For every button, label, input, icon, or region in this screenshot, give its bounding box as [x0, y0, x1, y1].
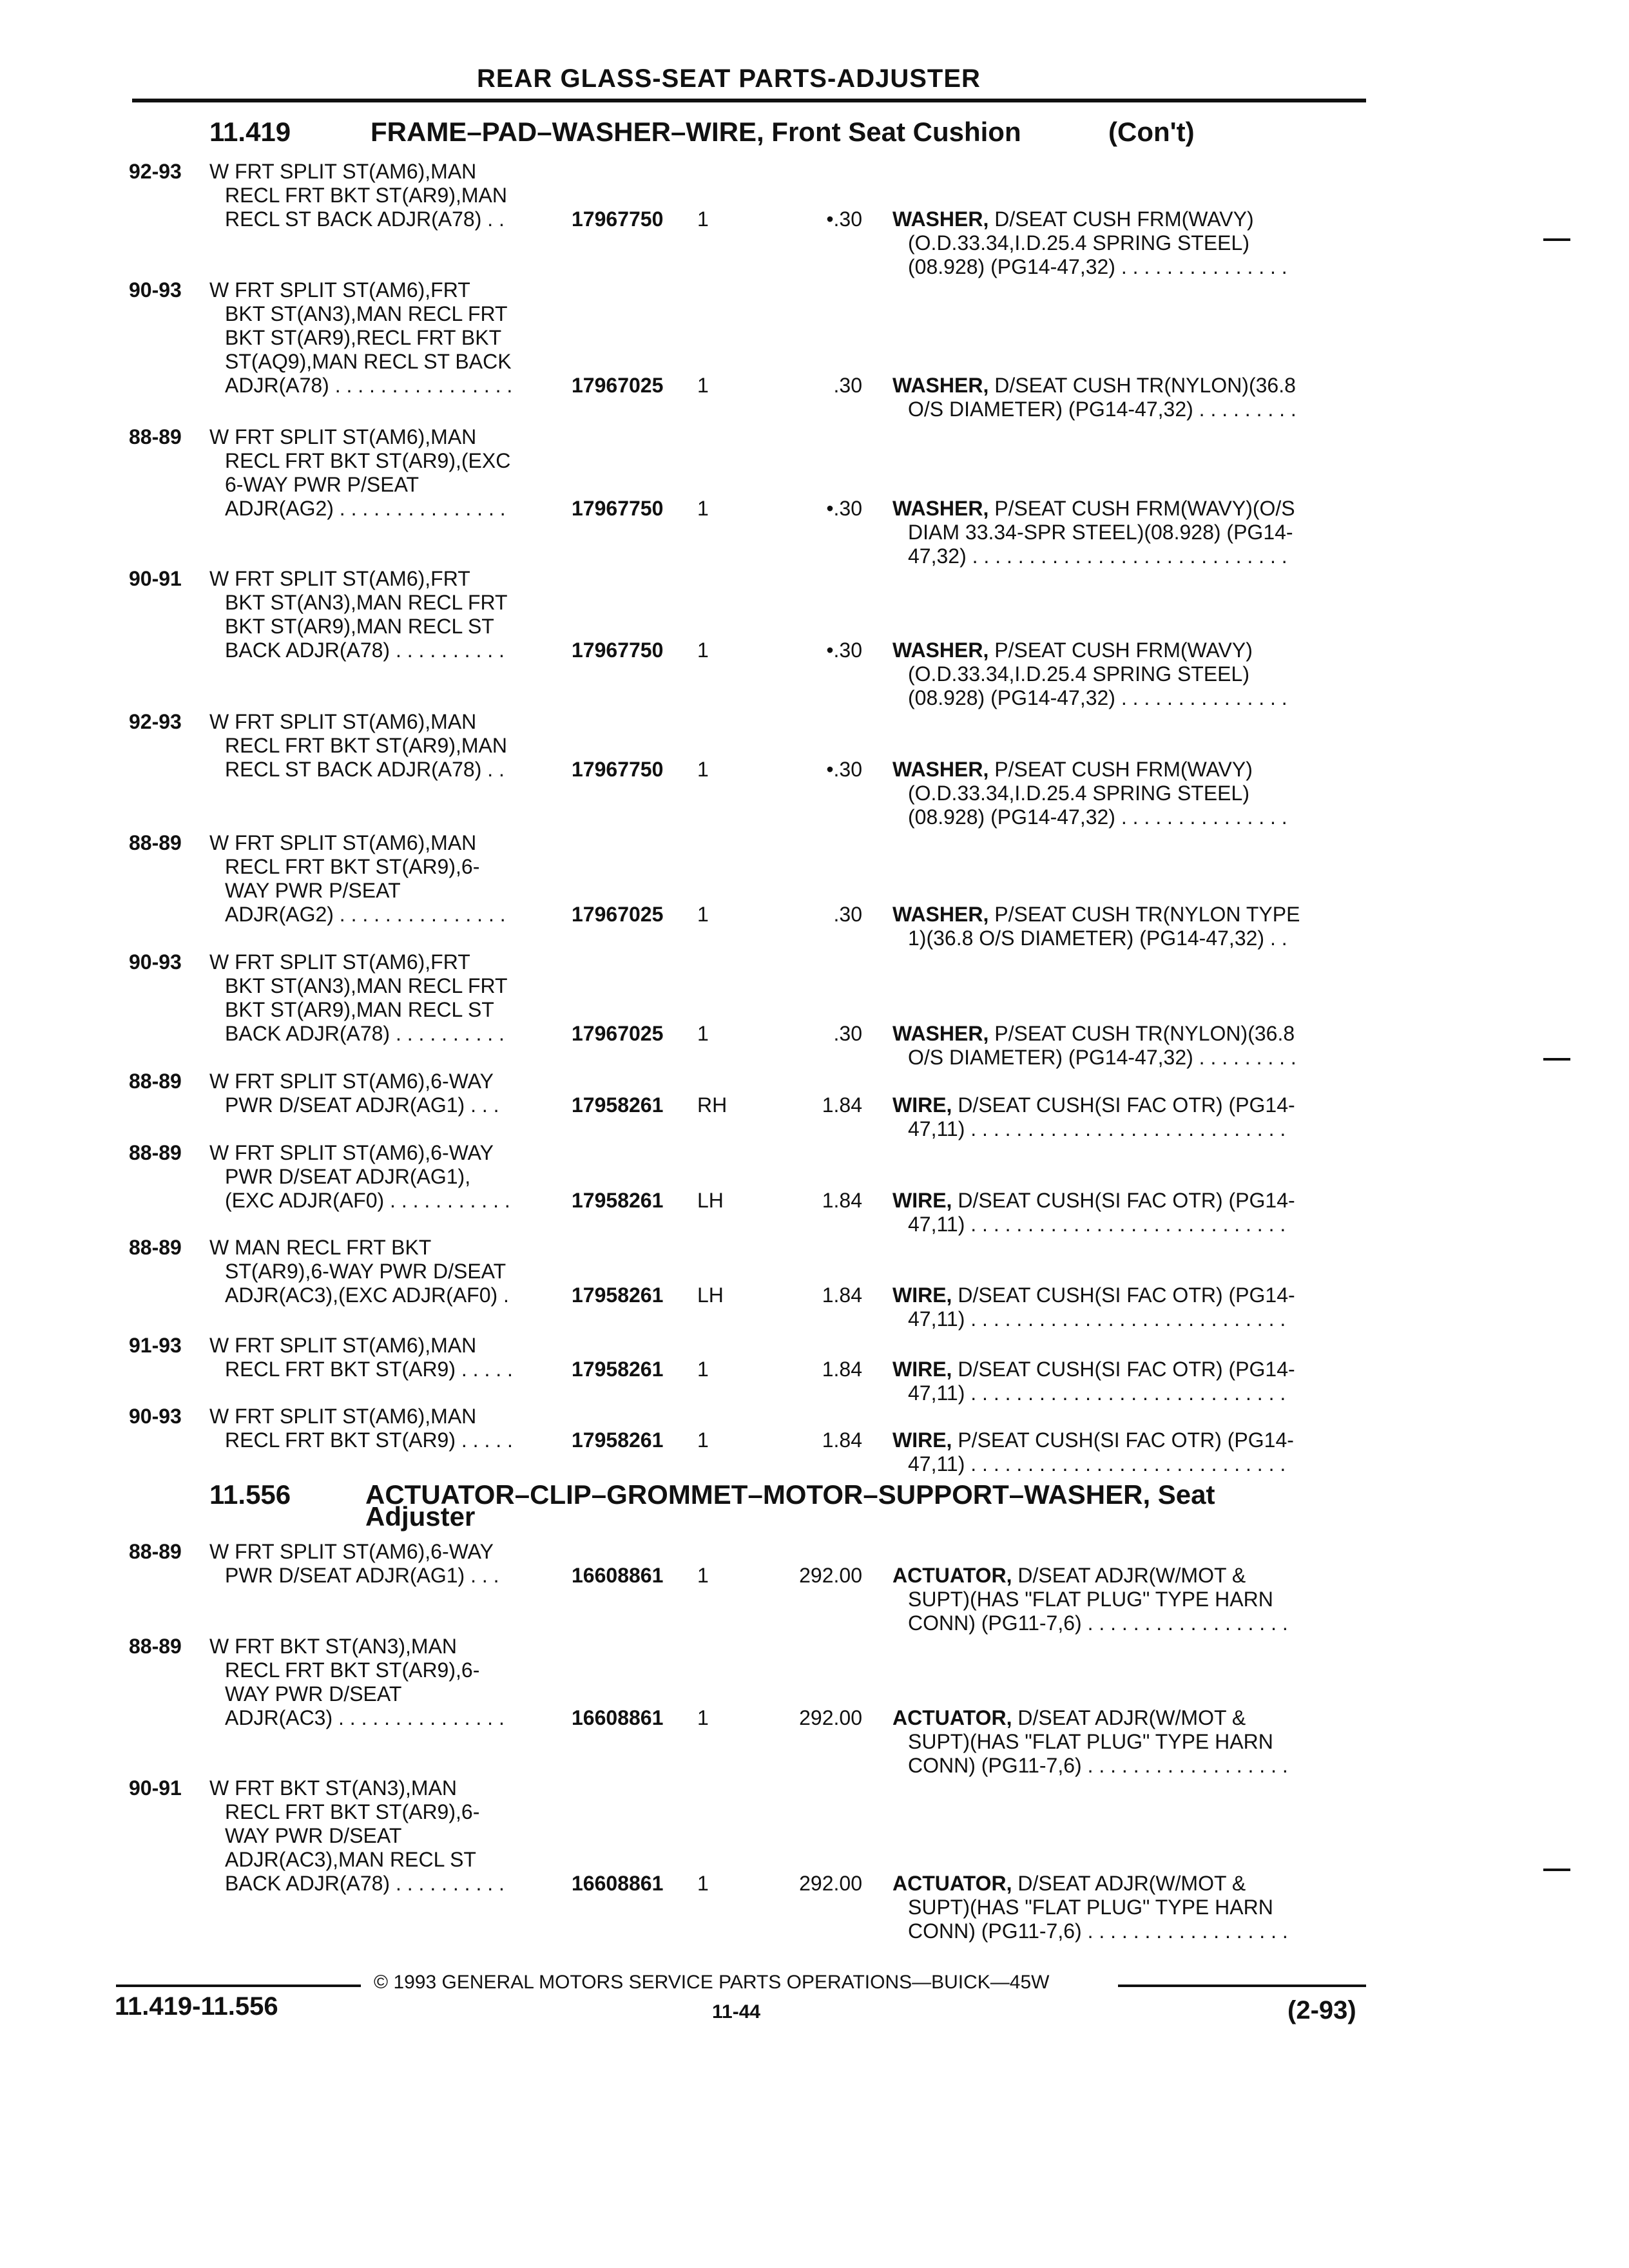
margin-mark [1543, 1058, 1570, 1061]
application-line: W MAN RECL FRT BKT [209, 1236, 432, 1259]
application-line: BACK ADJR(A78) . . . . . . . . . . [225, 639, 505, 662]
quantity: 1 [697, 1564, 709, 1587]
price: 1.84 [822, 1428, 862, 1452]
description-line [892, 1428, 1294, 1452]
description-line [892, 1358, 1295, 1381]
description-line [892, 1093, 1295, 1117]
model-years: 90-91 [129, 567, 182, 590]
application-line: BKT ST(AN3),MAN RECL FRT [225, 302, 508, 325]
description-line: SUPT)(HAS "FLAT PLUG" TYPE HARN [908, 1588, 1273, 1611]
application-line: RECL ST BACK ADJR(A78) . . [225, 758, 505, 781]
description-line [892, 903, 1300, 927]
description-line: CONN) (PG11-7,6) . . . . . . . . . . . . . . . . . . [908, 1611, 1288, 1635]
description-text: D/SEAT ADJR(W/MOT & [1017, 1706, 1246, 1729]
part-number: 17967025 [572, 374, 664, 397]
application-line: W FRT SPLIT ST(AM6),MAN [209, 160, 477, 183]
quantity: 1 [697, 1872, 709, 1895]
model-years: 90-93 [129, 278, 182, 302]
price: .30 [833, 374, 862, 397]
description-line [892, 1872, 1288, 1896]
section-number: 11.556 [209, 1479, 291, 1510]
part-number: 17967750 [572, 207, 664, 231]
application-line: RECL FRT BKT ST(AR9),6- [225, 855, 480, 878]
application-line: W FRT SPLIT ST(AM6),6-WAY [209, 1141, 494, 1164]
application-line: RECL ST BACK ADJR(A78) . . [225, 207, 505, 231]
footer-rule-left [116, 1984, 361, 1987]
application-line: RECL FRT BKT ST(AR9),6- [225, 1800, 480, 1823]
application-line: ADJR(AC3) . . . . . . . . . . . . . . . [225, 1706, 505, 1729]
part-name: WIRE, [892, 1358, 952, 1381]
part-number: 17958261 [572, 1428, 664, 1452]
description-line: 47,11) . . . . . . . . . . . . . . . . . . . . . . . . . . . . [908, 1452, 1286, 1475]
description-line [892, 497, 1295, 521]
application-line: ST(AR9),6-WAY PWR D/SEAT [225, 1260, 506, 1283]
application-text [209, 1405, 513, 1452]
application-line: W FRT SPLIT ST(AM6),6-WAY [209, 1540, 494, 1563]
margin-mark [1543, 238, 1570, 241]
application-line: BACK ADJR(A78) . . . . . . . . . . [225, 1022, 505, 1045]
footer-copyright: © 1993 GENERAL MOTORS SERVICE PARTS OPERATIONS—BUICK—45W [374, 1972, 1050, 1993]
application-line: PWR D/SEAT ADJR(AG1), [225, 1165, 471, 1188]
price: 1.84 [822, 1358, 862, 1381]
price: •.30 [826, 758, 862, 781]
model-years: 88-89 [129, 1070, 182, 1093]
part-description [892, 1093, 1295, 1141]
application-line: WAY PWR D/SEAT [225, 1824, 402, 1847]
part-name: ACTUATOR, [892, 1706, 1012, 1729]
part-name: WIRE, [892, 1093, 952, 1117]
application-line: PWR D/SEAT ADJR(AG1) . . . [225, 1564, 499, 1587]
application-line: W FRT BKT ST(AN3),MAN [209, 1635, 458, 1658]
description-line [892, 1022, 1296, 1046]
price: •.30 [826, 207, 862, 231]
part-number: 16608861 [572, 1564, 664, 1587]
application-line: 6-WAY PWR P/SEAT [225, 473, 419, 496]
application-line: RECL FRT BKT ST(AR9),MAN [225, 184, 507, 207]
quantity: LH [697, 1283, 724, 1307]
quantity: 1 [697, 1022, 709, 1045]
application-line: BKT ST(AN3),MAN RECL FRT [225, 974, 508, 997]
application-line: ST(AQ9),MAN RECL ST BACK [225, 350, 512, 373]
description-line [892, 374, 1296, 398]
model-years: 91-93 [129, 1334, 182, 1357]
part-name: WASHER, [892, 1022, 989, 1045]
quantity: 1 [697, 1358, 709, 1381]
description-text: D/SEAT CUSH(SI FAC OTR) (PG14- [958, 1189, 1295, 1212]
quantity: 1 [697, 903, 709, 926]
description-line: (O.D.33.34,I.D.25.4 SPRING STEEL) [908, 782, 1249, 805]
application-line: W FRT BKT ST(AN3),MAN [209, 1776, 458, 1800]
part-description [892, 1022, 1296, 1070]
part-description [892, 207, 1287, 279]
application-line: (EXC ADJR(AF0) . . . . . . . . . . . [225, 1189, 510, 1212]
description-text: P/SEAT CUSH FRM(WAVY) [994, 639, 1253, 662]
model-years: 92-93 [129, 160, 182, 183]
description-line: O/S DIAMETER) (PG14-47,32) . . . . . . . . . [908, 1046, 1296, 1069]
price: 292.00 [799, 1706, 862, 1729]
price: 1.84 [822, 1283, 862, 1307]
part-name: ACTUATOR, [892, 1564, 1012, 1587]
description-line: 47,11) . . . . . . . . . . . . . . . . . . . . . . . . . . . . [908, 1307, 1286, 1331]
application-text [209, 1635, 505, 1730]
description-text: D/SEAT CUSH(SI FAC OTR) (PG14- [958, 1093, 1295, 1117]
part-name: WASHER, [892, 903, 989, 926]
model-years: 88-89 [129, 425, 182, 448]
part-description [892, 1283, 1295, 1331]
section-name: ACTUATOR–CLIP–GROMMET–MOTOR–SUPPORT–WASHER, Seat [365, 1479, 1215, 1510]
application-text [209, 425, 510, 521]
application-text [209, 1141, 510, 1213]
price: .30 [833, 903, 862, 926]
header-rule [132, 99, 1366, 102]
application-text [209, 831, 506, 927]
description-line: SUPT)(HAS "FLAT PLUG" TYPE HARN [908, 1730, 1273, 1753]
description-line: (08.928) (PG14-47,32) . . . . . . . . . . . . . . . [908, 805, 1287, 829]
application-line: W FRT SPLIT ST(AM6),FRT [209, 278, 470, 302]
description-text: P/SEAT CUSH(SI FAC OTR) (PG14- [958, 1428, 1294, 1452]
footer-section-range: 11.419-11.556 [115, 1992, 278, 2021]
part-description [892, 758, 1287, 829]
description-line: 47,11) . . . . . . . . . . . . . . . . . . . . . . . . . . . . [908, 1381, 1286, 1405]
model-years: 88-89 [129, 1635, 182, 1658]
model-years: 90-93 [129, 1405, 182, 1428]
part-number: 17967025 [572, 1022, 664, 1045]
application-text [209, 278, 512, 398]
part-number: 17967750 [572, 758, 664, 781]
description-line: CONN) (PG11-7,6) . . . . . . . . . . . . . . . . . . [908, 1919, 1288, 1943]
part-description [892, 639, 1287, 710]
application-line: BKT ST(AN3),MAN RECL FRT [225, 591, 508, 614]
price: .30 [833, 1022, 862, 1045]
description-line [892, 639, 1287, 662]
application-line: RECL FRT BKT ST(AR9),MAN [225, 734, 507, 757]
application-line: W FRT SPLIT ST(AM6),FRT [209, 950, 470, 974]
application-line: W FRT SPLIT ST(AM6),MAN [209, 710, 477, 733]
part-name: WASHER, [892, 639, 989, 662]
description-line: DIAM 33.34-SPR STEEL)(08.928) (PG14- [908, 521, 1293, 544]
quantity: 1 [697, 639, 709, 662]
description-line: CONN) (PG11-7,6) . . . . . . . . . . . . . . . . . . [908, 1754, 1288, 1777]
application-text [209, 1540, 499, 1588]
footer-rule-right [1118, 1984, 1366, 1987]
section-name-continued: Adjuster [365, 1501, 476, 1532]
description-text: D/SEAT CUSH FRM(WAVY) [994, 207, 1254, 231]
application-line: W FRT SPLIT ST(AM6),FRT [209, 567, 470, 590]
application-line: RECL FRT BKT ST(AR9),(EXC [225, 449, 511, 472]
application-line: ADJR(AC3),(EXC ADJR(AF0) . [225, 1283, 509, 1307]
part-description [892, 1428, 1294, 1476]
margin-mark [1543, 1869, 1570, 1871]
description-line: (08.928) (PG14-47,32) . . . . . . . . . . . . . . . [908, 255, 1287, 278]
application-line: W FRT SPLIT ST(AM6),MAN [209, 1334, 477, 1357]
application-line: W FRT SPLIT ST(AM6),MAN [209, 831, 477, 854]
application-text [209, 1334, 513, 1381]
footer-date: (2-93) [1287, 1996, 1356, 2024]
application-text [209, 710, 507, 782]
part-name: WIRE, [892, 1189, 952, 1212]
quantity: 1 [697, 1706, 709, 1729]
application-text [209, 950, 508, 1046]
description-line: SUPT)(HAS "FLAT PLUG" TYPE HARN [908, 1896, 1273, 1919]
part-number: 17958261 [572, 1093, 664, 1117]
application-text [209, 1070, 499, 1117]
description-line [892, 1283, 1295, 1307]
section-name: FRAME–PAD–WASHER–WIRE, Front Seat Cushion [371, 117, 1021, 147]
quantity: 1 [697, 207, 709, 231]
part-name: WASHER, [892, 758, 989, 781]
section-continued-note: (Con't) [1108, 117, 1195, 147]
part-description [892, 903, 1300, 950]
application-line: BKT ST(AR9),RECL FRT BKT [225, 326, 502, 349]
application-line: RECL FRT BKT ST(AR9),6- [225, 1658, 480, 1682]
application-text [209, 1236, 509, 1307]
page-header-title: REAR GLASS-SEAT PARTS-ADJUSTER [477, 64, 981, 93]
part-number: 17958261 [572, 1283, 664, 1307]
model-years: 90-91 [129, 1776, 182, 1800]
description-text: D/SEAT ADJR(W/MOT & [1017, 1564, 1246, 1587]
part-description [892, 1872, 1288, 1943]
quantity: RH [697, 1093, 728, 1117]
price: •.30 [826, 639, 862, 662]
description-text: D/SEAT ADJR(W/MOT & [1017, 1872, 1246, 1895]
section-number: 11.419 [209, 117, 291, 147]
page-footer [0, 1972, 1629, 2049]
model-years: 92-93 [129, 710, 182, 733]
description-line: 47,11) . . . . . . . . . . . . . . . . . . . . . . . . . . . . [908, 1213, 1286, 1236]
application-line: ADJR(AG2) . . . . . . . . . . . . . . . [225, 497, 506, 520]
description-line: (O.D.33.34,I.D.25.4 SPRING STEEL) [908, 662, 1249, 686]
application-line: ADJR(A78) . . . . . . . . . . . . . . . . [225, 374, 513, 397]
part-number: 17958261 [572, 1358, 664, 1381]
model-years: 88-89 [129, 1141, 182, 1164]
part-number: 16608861 [572, 1872, 664, 1895]
part-description [892, 1706, 1288, 1778]
part-name: ACTUATOR, [892, 1872, 1012, 1895]
description-line: (08.928) (PG14-47,32) . . . . . . . . . . . . . . . [908, 686, 1287, 709]
part-number: 17967025 [572, 903, 664, 926]
description-text: P/SEAT CUSH TR(NYLON)(36.8 [994, 1022, 1295, 1045]
description-line: (O.D.33.34,I.D.25.4 SPRING STEEL) [908, 231, 1249, 255]
application-line: W FRT SPLIT ST(AM6),MAN [209, 425, 477, 448]
application-line: RECL FRT BKT ST(AR9) . . . . . [225, 1358, 513, 1381]
quantity: 1 [697, 1428, 709, 1452]
price: •.30 [826, 497, 862, 520]
part-name: WASHER, [892, 374, 989, 397]
part-number: 16608861 [572, 1706, 664, 1729]
part-name: WIRE, [892, 1283, 952, 1307]
description-line [892, 207, 1287, 231]
application-line: RECL FRT BKT ST(AR9) . . . . . [225, 1428, 513, 1452]
quantity: 1 [697, 758, 709, 781]
application-line: ADJR(AG2) . . . . . . . . . . . . . . . [225, 903, 506, 926]
model-years: 88-89 [129, 831, 182, 854]
part-description [892, 374, 1296, 421]
part-number: 17967750 [572, 639, 664, 662]
description-line [892, 1564, 1288, 1588]
quantity: 1 [697, 374, 709, 397]
part-name: WASHER, [892, 207, 989, 231]
application-line: W FRT SPLIT ST(AM6),6-WAY [209, 1070, 494, 1093]
description-line [892, 1189, 1295, 1213]
application-text [209, 1776, 505, 1896]
description-line: 1)(36.8 O/S DIAMETER) (PG14-47,32) . . [908, 927, 1287, 950]
part-name: WASHER, [892, 497, 989, 520]
part-number: 17967750 [572, 497, 664, 520]
price: 1.84 [822, 1093, 862, 1117]
part-description [892, 497, 1295, 568]
application-line: BKT ST(AR9),MAN RECL ST [225, 998, 494, 1021]
application-line: WAY PWR P/SEAT [225, 879, 401, 902]
part-description [892, 1189, 1295, 1236]
application-line: BACK ADJR(A78) . . . . . . . . . . [225, 1872, 505, 1895]
description-line [892, 1706, 1288, 1730]
part-number: 17958261 [572, 1189, 664, 1212]
part-description [892, 1564, 1288, 1635]
quantity: 1 [697, 497, 709, 520]
description-text: D/SEAT CUSH TR(NYLON)(36.8 [994, 374, 1296, 397]
part-name: WIRE, [892, 1428, 952, 1452]
description-text: D/SEAT CUSH(SI FAC OTR) (PG14- [958, 1283, 1295, 1307]
application-text [209, 567, 508, 662]
application-line: WAY PWR D/SEAT [225, 1682, 402, 1706]
description-text: P/SEAT CUSH TR(NYLON TYPE [994, 903, 1300, 926]
description-line [892, 758, 1287, 782]
description-text: D/SEAT CUSH(SI FAC OTR) (PG14- [958, 1358, 1295, 1381]
model-years: 90-93 [129, 950, 182, 974]
application-line: ADJR(AC3),MAN RECL ST [225, 1848, 476, 1871]
price: 292.00 [799, 1872, 862, 1895]
description-line: 47,32) . . . . . . . . . . . . . . . . . . . . . . . . . . . . [908, 544, 1287, 568]
price: 292.00 [799, 1564, 862, 1587]
application-line: BKT ST(AR9),MAN RECL ST [225, 615, 494, 638]
model-years: 88-89 [129, 1540, 182, 1563]
application-line: W FRT SPLIT ST(AM6),MAN [209, 1405, 477, 1428]
application-text [209, 160, 507, 231]
description-line: 47,11) . . . . . . . . . . . . . . . . . . . . . . . . . . . . [908, 1117, 1286, 1140]
price: 1.84 [822, 1189, 862, 1212]
description-text: P/SEAT CUSH FRM(WAVY)(O/S [994, 497, 1295, 520]
model-years: 88-89 [129, 1236, 182, 1259]
part-description [892, 1358, 1295, 1405]
application-line: PWR D/SEAT ADJR(AG1) . . . [225, 1093, 499, 1117]
quantity: LH [697, 1189, 724, 1212]
description-line: O/S DIAMETER) (PG14-47,32) . . . . . . . . . [908, 398, 1296, 421]
footer-page-number: 11-44 [712, 2001, 761, 2023]
description-text: P/SEAT CUSH FRM(WAVY) [994, 758, 1253, 781]
